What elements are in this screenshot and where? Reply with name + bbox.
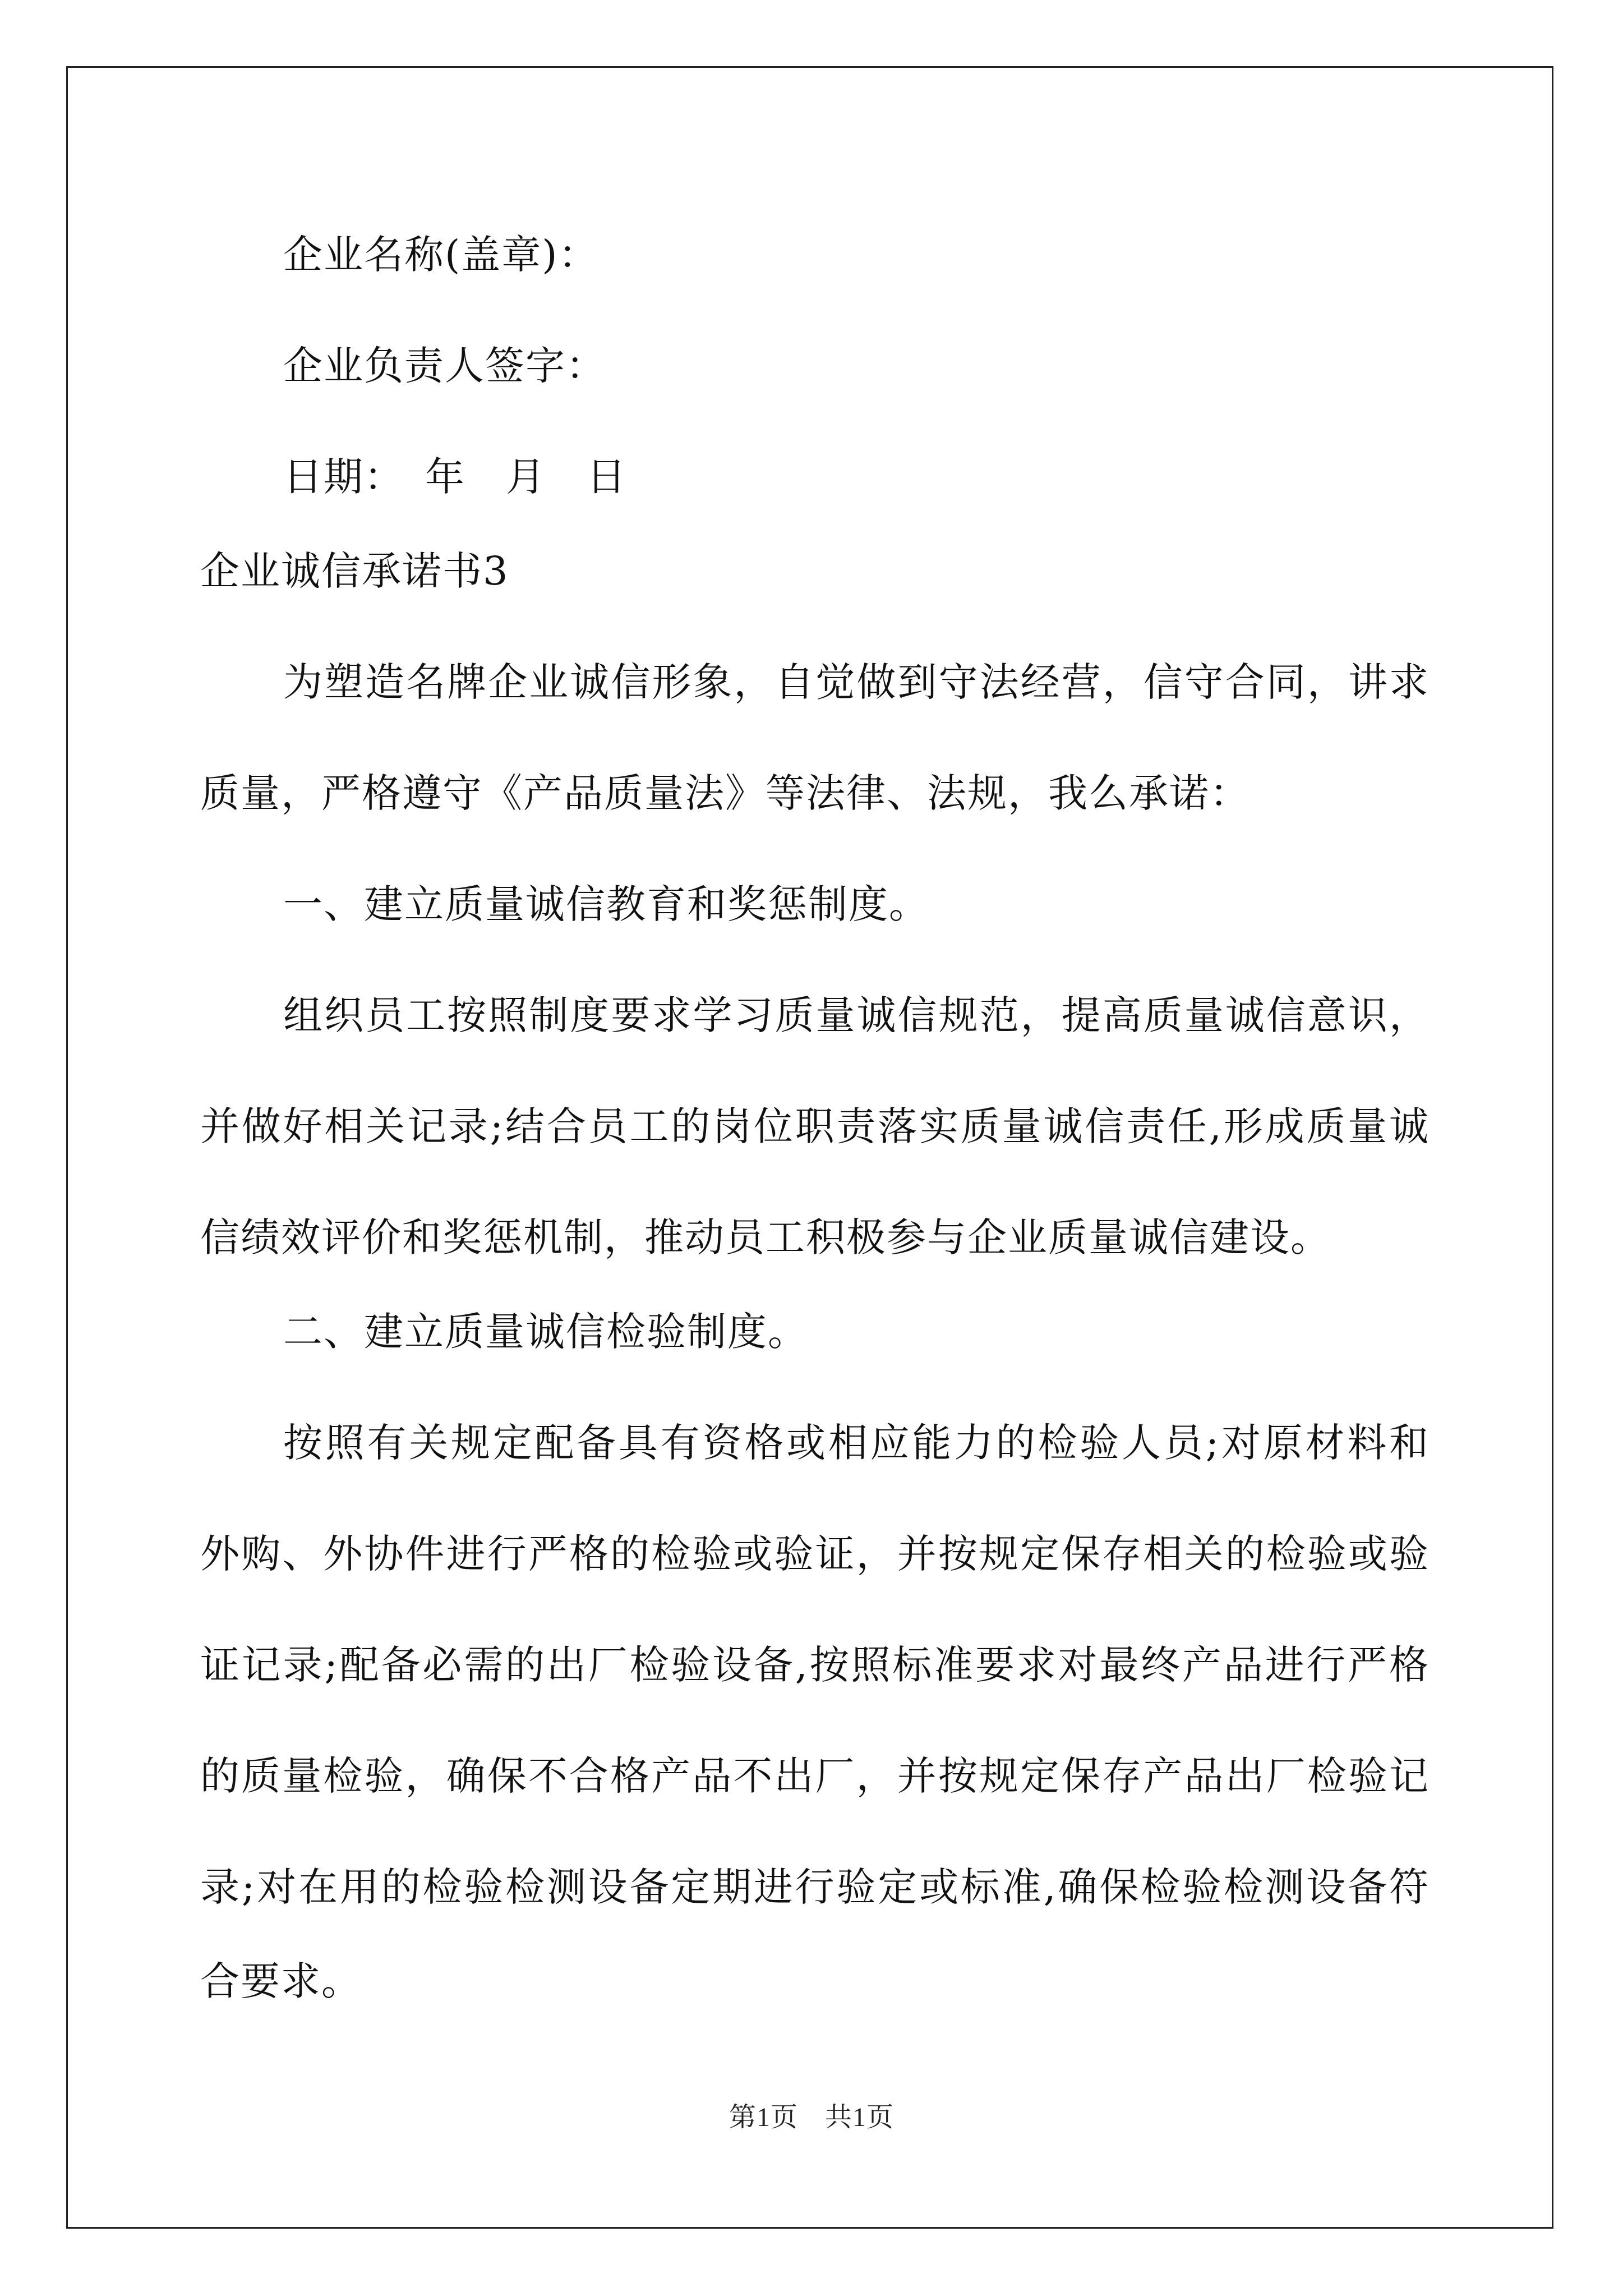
paragraph-line: 并做好相关记录;结合员工的岗位职责落实质量诚信责任,形成质量诚 [200, 1103, 1430, 1149]
page-total: 共1页 [825, 2102, 895, 2132]
section-title: 企业诚信承诺书3 [200, 548, 509, 594]
paragraph-line: 信绩效评价和奖惩机制，推动员工积极参与企业质量诚信建设。 [200, 1214, 1331, 1260]
paragraph-line: 为塑造名牌企业诚信形象，自觉做到守法经营，信守合同，讲求 [283, 659, 1430, 705]
paragraph-line: 组织员工按照制度要求学习质量诚信规范，提高质量诚信意识， [283, 992, 1430, 1038]
page-footer [0, 2101, 1623, 2134]
paragraph-line: 录;对在用的检验检测设备定期进行验定或标准,确保检验检测设备符 [200, 1864, 1430, 1910]
paragraph-line: 的质量检验，确保不合格产品不出厂，并按规定保存产品出厂检验记 [200, 1753, 1430, 1799]
signature-line: 企业负责人签字： [283, 343, 606, 389]
page-number: 第1页 [728, 2102, 798, 2132]
paragraph-line: 证记录;配备必需的出厂检验设备,按照标准要求对最终产品进行严格 [200, 1642, 1430, 1688]
clause-heading: 一、建立质量诚信教育和奖惩制度。 [283, 881, 929, 927]
paragraph-line: 按照有关规定配备具有资格或相应能力的检验人员;对原材料和 [283, 1420, 1430, 1466]
date-line: 日期： 年 月 日 [283, 454, 627, 500]
paragraph-line: 外购、外协件进行严格的检验或验证，并按规定保存相关的检验或验 [200, 1531, 1430, 1577]
company-name-line: 企业名称(盖章)： [283, 232, 599, 278]
paragraph-line: 合要求。 [200, 1958, 362, 2004]
paragraph-line: 质量，严格遵守《产品质量法》等法律、法规，我么承诺： [200, 770, 1250, 816]
clause-heading: 二、建立质量诚信检验制度。 [283, 1309, 808, 1355]
